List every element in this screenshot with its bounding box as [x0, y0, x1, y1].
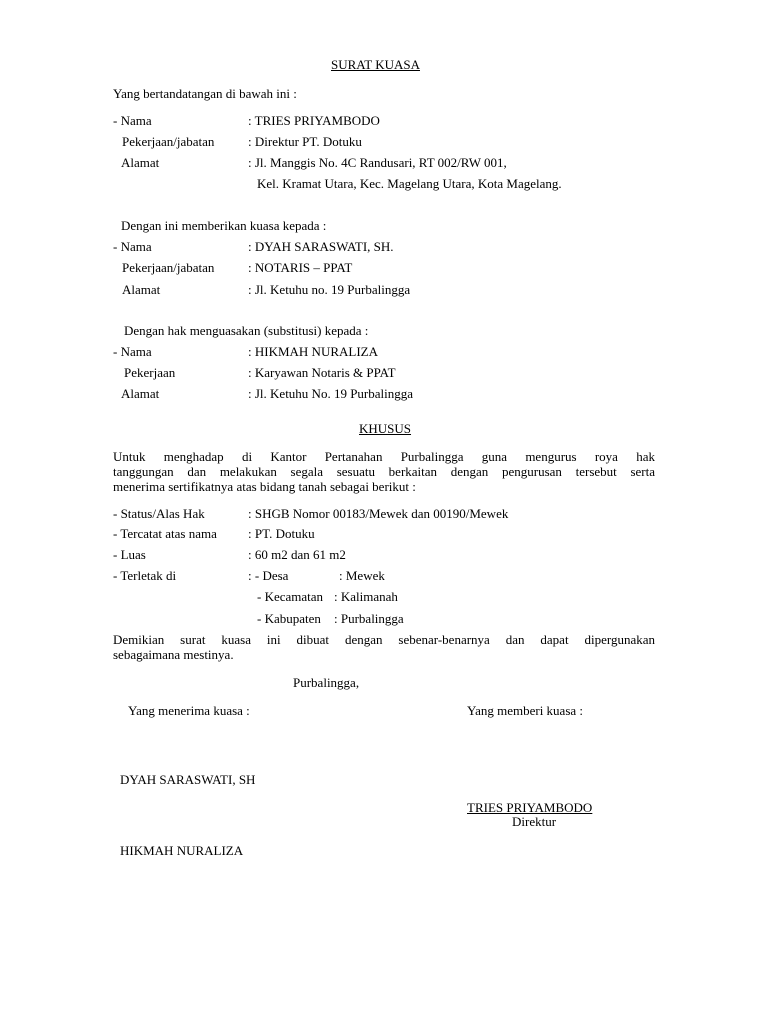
kecamatan-label: - Kecamatan	[257, 589, 324, 604]
receiver-address-label: Alamat	[122, 282, 161, 297]
intro-text: Yang bertandatangan di bawah ini :	[113, 86, 297, 101]
giver-address-label: Alamat	[121, 155, 160, 170]
location-label: - Terletak di	[113, 568, 177, 583]
substitute-address-value: : Jl. Ketuhu No. 19 Purbalingga	[248, 386, 414, 401]
receiver-job-label: Pekerjaan/jabatan	[122, 260, 215, 275]
khusus-heading: KHUSUS	[359, 421, 412, 436]
kabupaten-label: - Kabupaten	[257, 611, 321, 626]
substitute-name-label: - Nama	[113, 344, 152, 359]
document-title: SURAT KUASA	[331, 57, 420, 72]
area-value: : 60 m2 dan 61 m2	[248, 547, 346, 562]
giver-name-label: - Nama	[113, 113, 152, 128]
giver-job-value: : Direktur PT. Dotuku	[248, 134, 362, 149]
owner-label: - Tercatat atas nama	[113, 526, 217, 541]
substitute-job-label: Pekerjaan	[124, 365, 176, 380]
purpose-line: Untuk menghadap di Kantor Pertanahan Purbalingga guna mengurus roya hak	[113, 449, 655, 464]
receiver-address-value: : Jl. Ketuhu no. 19 Purbalingga	[248, 282, 411, 297]
substitute-name-value: : HIKMAH NURALIZA	[248, 344, 378, 359]
purpose-line: menerima sertifikatnya atas bidang tanah sebagai berikut :	[113, 479, 416, 494]
giver-job-label: Pekerjaan/jabatan	[122, 134, 215, 149]
signature-hikmah: HIKMAH NURALIZA	[120, 843, 244, 858]
signature-tries-title: Direktur	[512, 814, 557, 829]
giver-address-line2: Kel. Kramat Utara, Kec. Magelang Utara, Kota Magelang.	[257, 176, 562, 191]
grantor-label: Yang memberi kuasa :	[467, 703, 584, 718]
area-label: - Luas	[113, 547, 146, 562]
status-value: : SHGB Nomor 00183/Mewek dan 00190/Mewek	[248, 506, 509, 521]
status-label: - Status/Alas Hak	[113, 506, 205, 521]
substitute-intro: Dengan hak menguasakan (substitusi) kepada :	[124, 323, 369, 338]
desa-label: : - Desa	[248, 568, 289, 583]
giver-address-line1: : Jl. Manggis No. 4C Randusari, RT 002/RW 001,	[248, 155, 507, 170]
purpose-line: tanggungan dan melakukan segala sesuatu berkaitan dengan pengurusan tersebut serta	[113, 464, 655, 479]
owner-value: : PT. Dotuku	[248, 526, 315, 541]
giver-name-value: : TRIES PRIYAMBODO	[248, 113, 380, 128]
receiver-name-label: - Nama	[113, 239, 152, 254]
closing-line: sebagaimana mestinya.	[113, 647, 234, 662]
closing-paragraph	[113, 632, 655, 662]
place-date: Purbalingga,	[293, 675, 360, 690]
recipient-label: Yang menerima kuasa :	[128, 703, 250, 718]
substitute-job-value: : Karyawan Notaris & PPAT	[248, 365, 396, 380]
purpose-paragraph	[113, 449, 655, 494]
kecamatan-value: : Kalimanah	[334, 589, 398, 604]
receiver-name-value: : DYAH SARASWATI, SH.	[248, 239, 394, 254]
receiver-job-value: : NOTARIS – PPAT	[248, 260, 353, 275]
kabupaten-value: : Purbalingga	[334, 611, 404, 626]
substitute-address-label: Alamat	[121, 386, 160, 401]
receiver-intro: Dengan ini memberikan kuasa kepada :	[121, 218, 327, 233]
desa-value: : Mewek	[339, 568, 385, 583]
closing-line: Demikian surat kuasa ini dibuat dengan sebenar-benarnya dan dapat dipergunakan	[113, 632, 655, 647]
signature-dyah: DYAH SARASWATI, SH	[120, 772, 256, 787]
signature-tries: TRIES PRIYAMBODO	[467, 800, 593, 815]
